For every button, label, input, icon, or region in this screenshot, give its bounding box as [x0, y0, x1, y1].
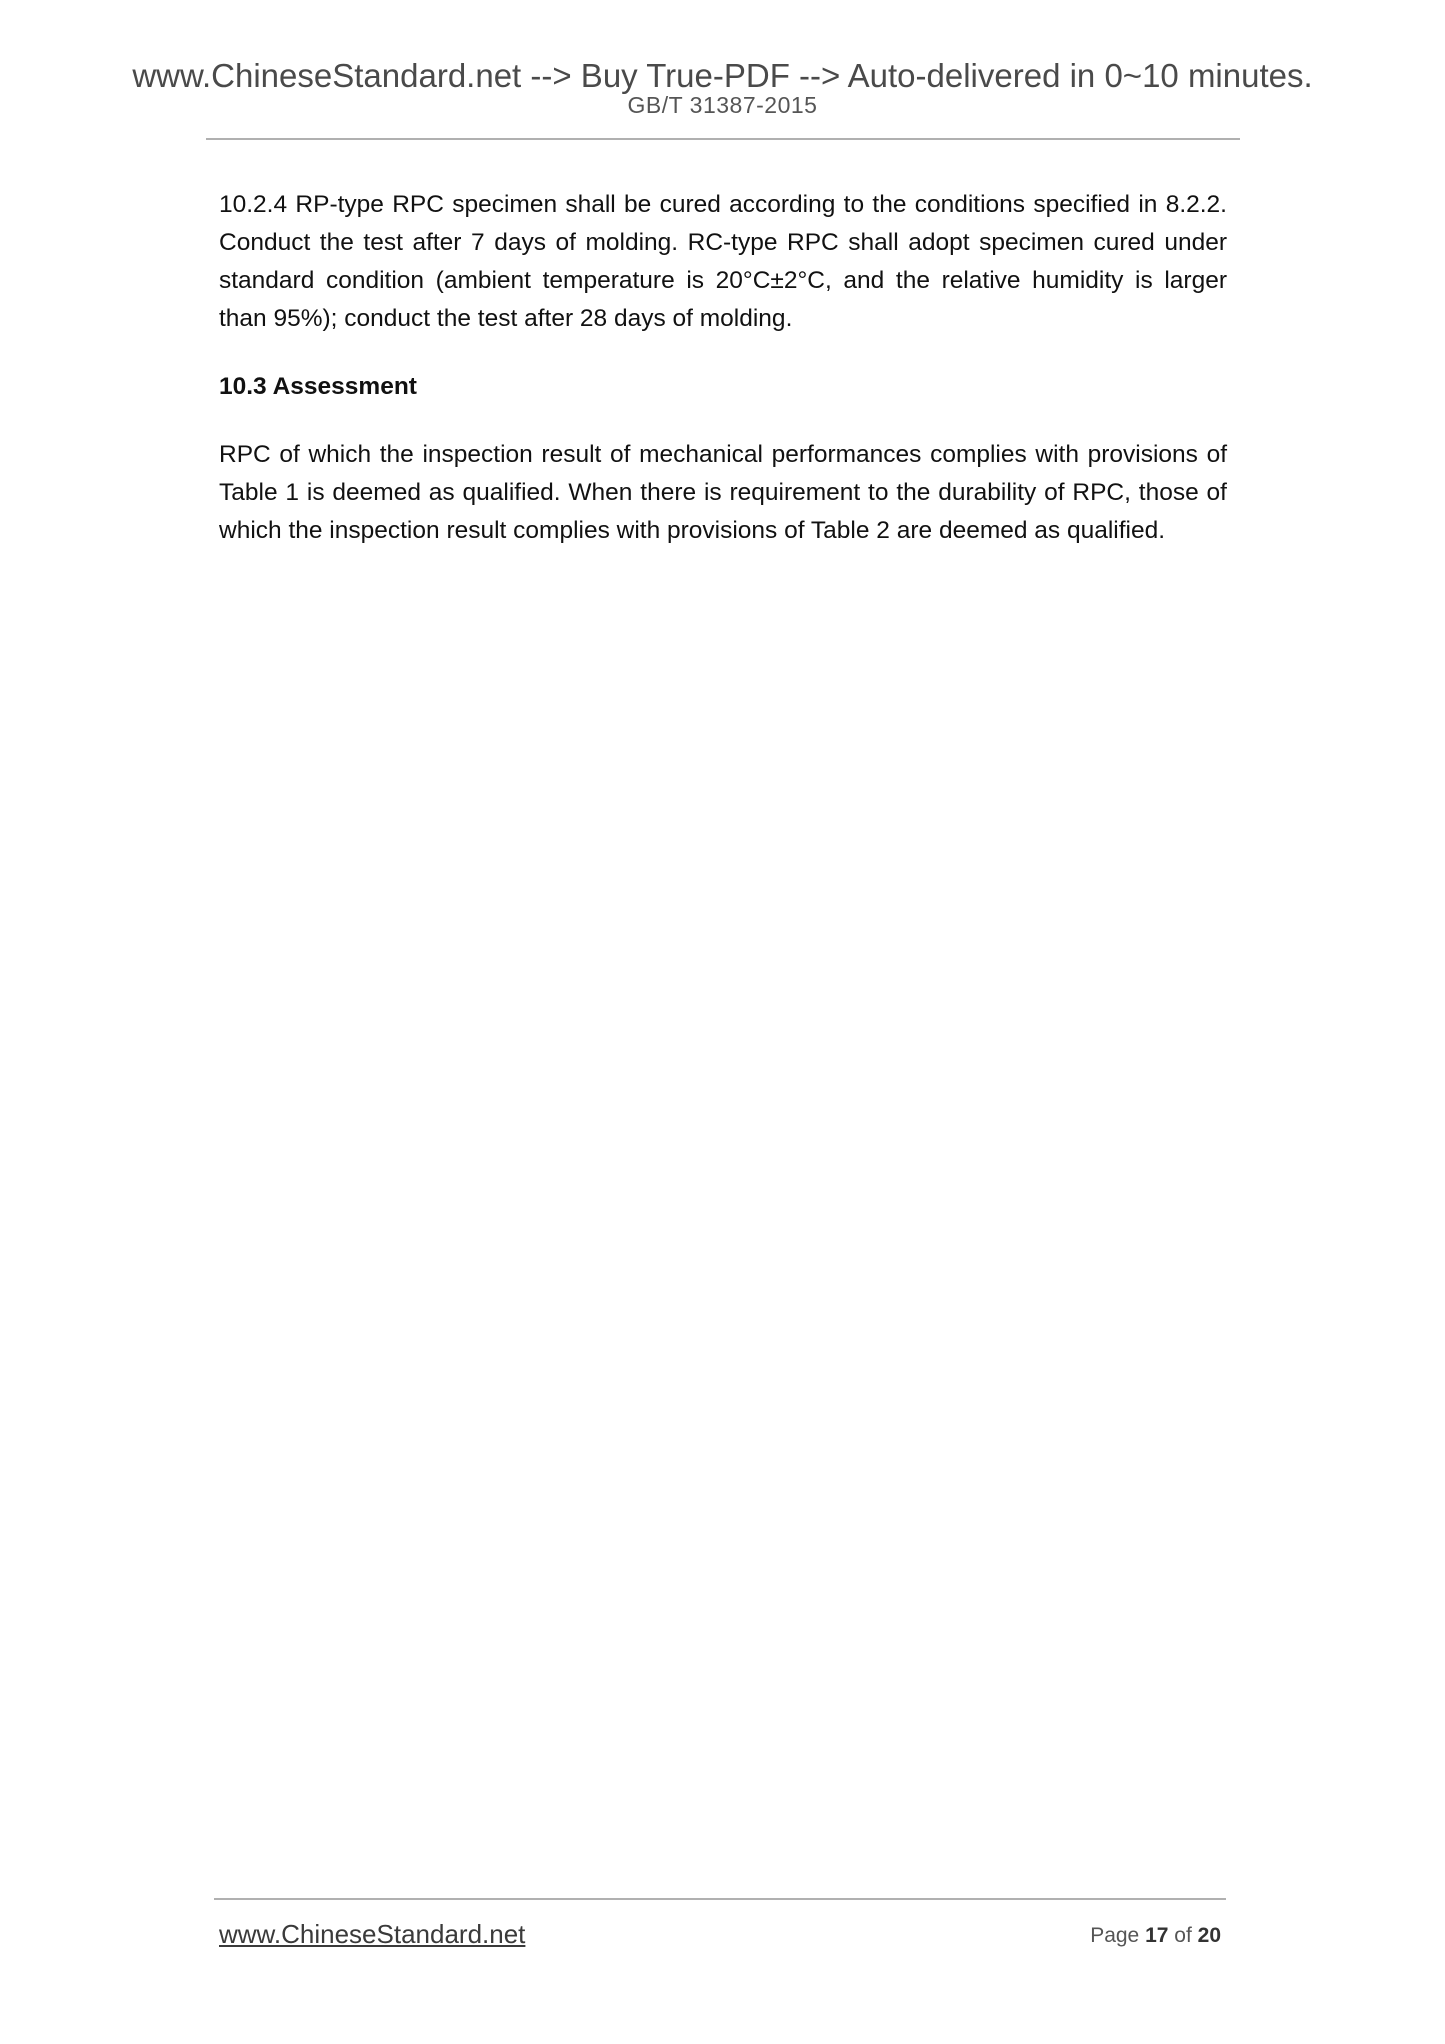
paragraph-10-2-4: 10.2.4 RP-type RPC specimen shall be cured according to the conditions specified in 8.2.2. Conduct the test after 7 days of molding. RC-type RPC shall adopt specimen cured under standard condition (ambient temperature is 20°C±2°C, and the relative humidity is larger than 95%); conduct the test after 28 days of molding.: [219, 191, 1227, 332]
site-banner: www.ChineseStandard.net --> Buy True-PDF --> Auto-delivered in 0~10 minutes.: [132, 57, 1313, 94]
header-divider: [206, 138, 1240, 140]
page-number: [1090, 1922, 1221, 1950]
footer-site-link[interactable]: www.ChineseStandard.net: [219, 1919, 526, 1949]
of-label: of: [1174, 1924, 1192, 1947]
total-pages: 20: [1197, 1924, 1221, 1947]
current-page: 17: [1145, 1924, 1169, 1947]
section-heading-10-3: 10.3 Assessment: [219, 373, 417, 400]
document-id: GB/T 31387-2015: [627, 92, 818, 118]
page-body: [219, 186, 1227, 550]
page-label: Page: [1090, 1924, 1140, 1947]
footer-divider: [214, 1898, 1226, 1900]
paragraph-assessment: RPC of which the inspection result of mechanical performances complies with provisions of Table 1 is deemed as qualified. When there is requirement to the durability of RPC, those of which the inspection result complies with provisions of Table 2 are deemed as qualified.: [219, 441, 1227, 544]
